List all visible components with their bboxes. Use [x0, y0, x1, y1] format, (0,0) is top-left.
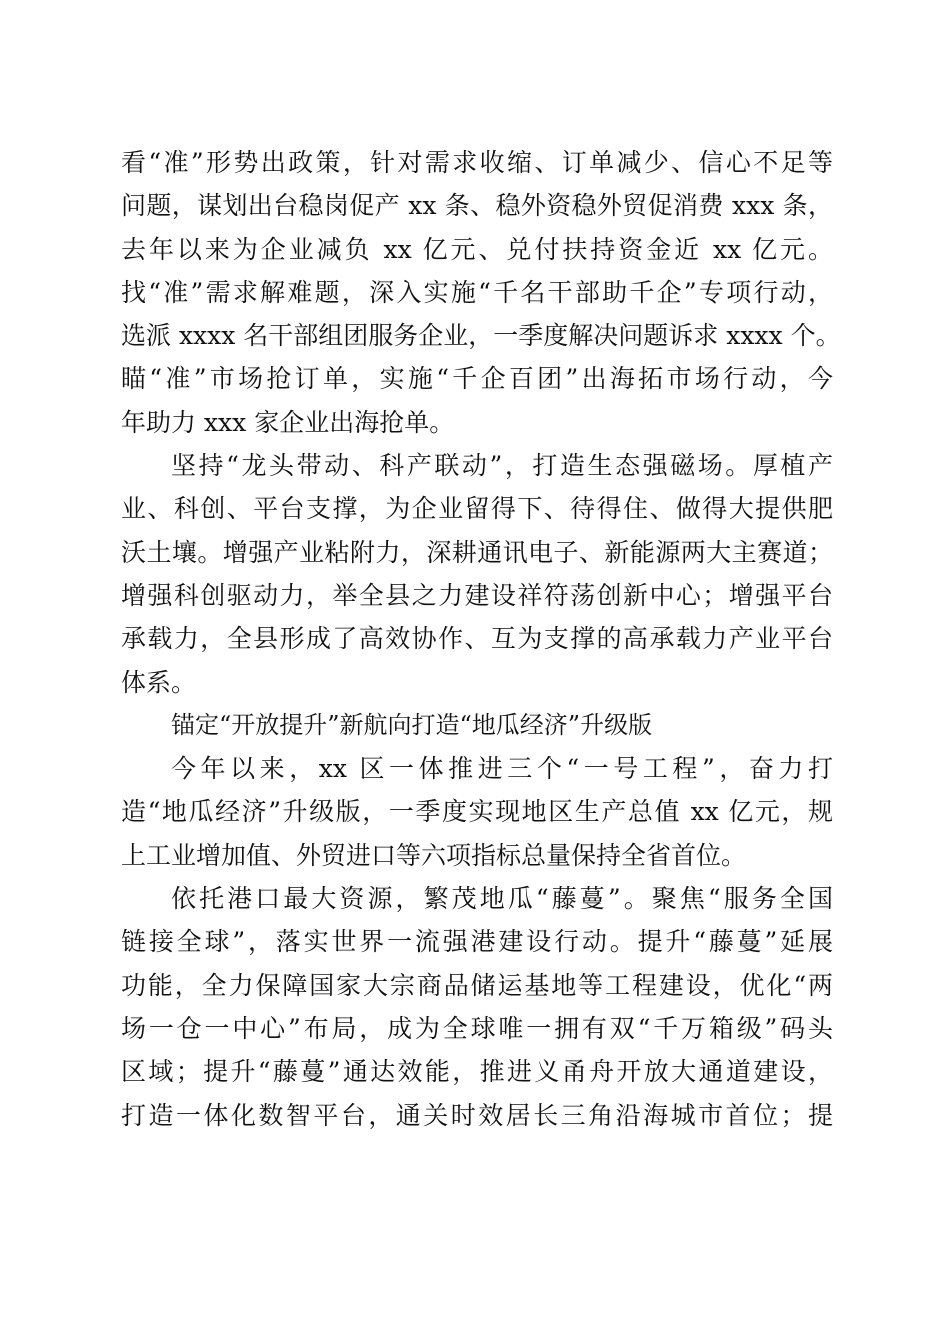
- text-line: 年助力 xxx 家企业出海抢单。: [121, 407, 455, 437]
- text-line: 瞄“准”市场抢订单，实施“千企百团”出海拓市场行动，今: [121, 364, 833, 394]
- text-line: 场一仓一中心”布局，成为全球唯一拥有双“千万箱级”码头: [121, 1013, 833, 1043]
- paragraph-start-line: 今年以来，xx 区一体推进三个“一号工程”，奋力打: [171, 754, 833, 784]
- text-line: 找“准”需求解难题，深入实施“千名干部助千企”专项行动，: [121, 277, 833, 307]
- text-line: 去年以来为企业减负 xx 亿元、兑付扶持资金近 xx 亿元。: [121, 234, 833, 264]
- paragraph-start-line: 坚持“龙头带动、科产联动”，打造生态强磁场。厚植产: [171, 451, 833, 481]
- text-line: 打造一体化数智平台，通关时效居长三角沿海城市首位；提: [121, 1100, 833, 1130]
- text-line: 上工业增加值、外贸进口等六项指标总量保持全省首位。: [121, 840, 747, 870]
- paragraph-start-line: 依托港口最大资源，繁茂地瓜“藤蔓”。聚焦“服务全国: [171, 884, 833, 914]
- text-line: 链接全球”，落实世界一流强港建设行动。提升“藤蔓”延展: [121, 927, 833, 957]
- section-heading: 锚定“开放提升”新航向打造“地瓜经济”升级版: [171, 710, 653, 739]
- text-line: 承载力，全县形成了高效协作、互为支撑的高承载力产业平台: [121, 624, 833, 654]
- text-line: 问题，谋划出台稳岗促产 xx 条、稳外资稳外贸促消费 xxx 条，: [121, 191, 833, 221]
- text-line: 增强科创驱动力，举全县之力建设祥符荡创新中心；增强平台: [121, 580, 833, 610]
- document-body: [121, 141, 841, 1137]
- text-line: 造“地瓜经济”升级版，一季度实现地区生产总值 xx 亿元，规: [121, 797, 833, 827]
- text-line: 业、科创、平台支撑，为企业留得下、待得住、做得大提供肥: [121, 494, 833, 524]
- text-line: 区域；提升“藤蔓”通达效能，推进义甬舟开放大通道建设，: [121, 1057, 833, 1087]
- text-line: 体系。: [121, 667, 197, 697]
- text-line: 沃土壤。增强产业粘附力，深耕通讯电子、新能源两大主赛道；: [121, 537, 833, 567]
- text-line: 选派 xxxx 名干部组团服务企业，一季度解决问题诉求 xxxx 个。: [121, 321, 841, 351]
- text-line: 看“准”形势出政策，针对需求收缩、订单减少、信心不足等: [121, 148, 833, 177]
- text-line: 功能，全力保障国家大宗商品储运基地等工程建设，优化“两: [121, 970, 833, 1000]
